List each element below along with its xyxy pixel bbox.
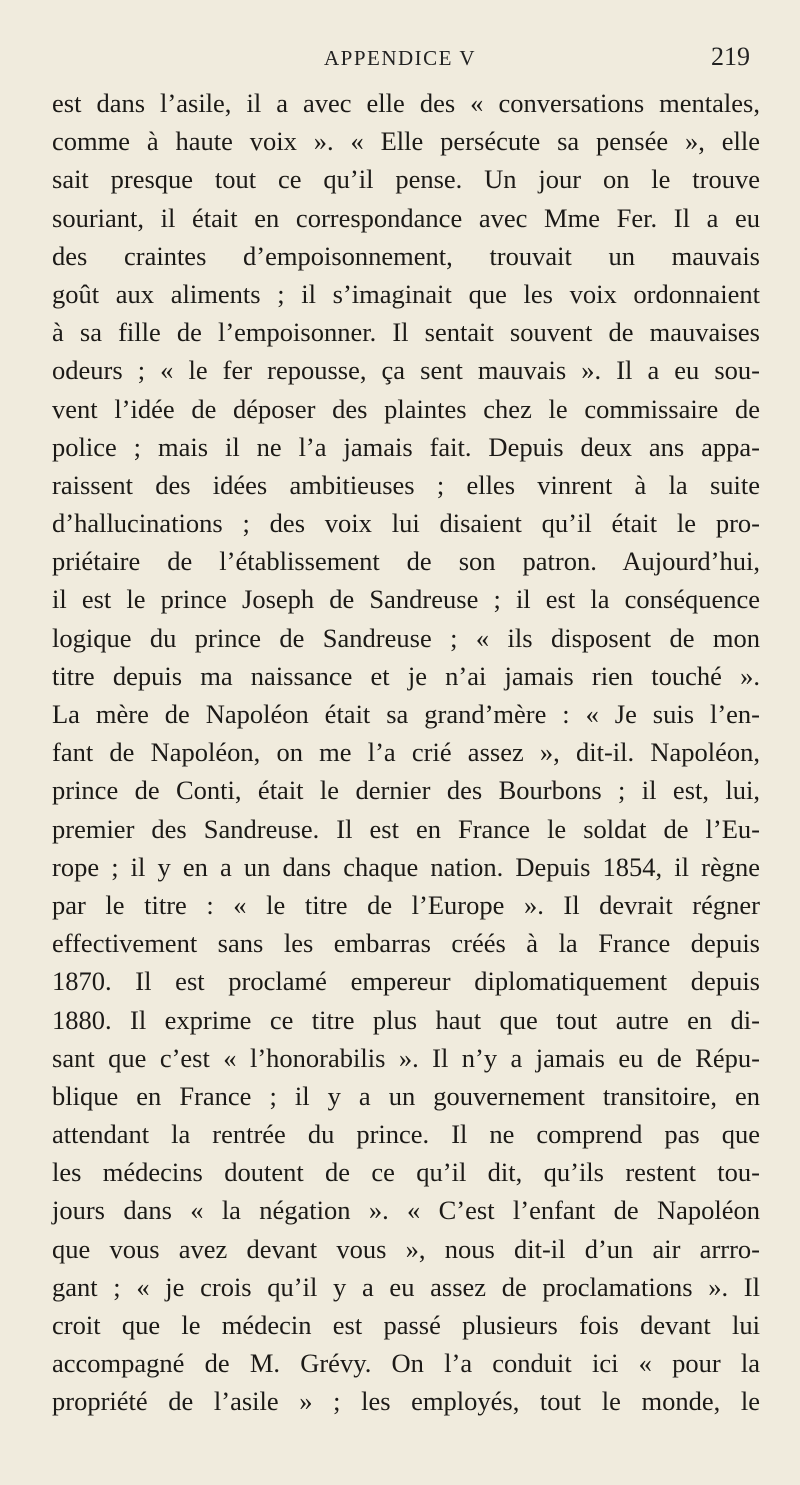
text-line: raissent des idées ambitieuses ; elles vinrent à la suite bbox=[52, 469, 760, 500]
text-line: que vous avez devant vous », nous dit-il d’un air arrro- bbox=[52, 1233, 760, 1264]
page-number: 219 bbox=[711, 42, 750, 71]
text-line: titre depuis ma naissance et je n’ai jamais rien touché ». bbox=[52, 660, 760, 691]
body-text bbox=[52, 84, 760, 1421]
text-line: gant ; « je crois qu’il y a eu assez de proclamations ». Il bbox=[52, 1271, 760, 1302]
text-line: priétaire de l’établissement de son patron. Aujourd’hui, bbox=[52, 546, 760, 577]
text-line: logique du prince de Sandreuse ; « ils disposent de mon bbox=[52, 622, 760, 653]
text-line: rope ; il y en a un dans chaque nation. Depuis 1854, il règne bbox=[52, 851, 760, 882]
text-line: il est le prince Joseph de Sandreuse ; il est la conséquence bbox=[52, 584, 760, 615]
text-line: accompagné de M. Grévy. On l’a conduit ici « pour la bbox=[52, 1348, 760, 1379]
text-line: jours dans « la négation ». « C’est l’enfant de Napoléon bbox=[52, 1195, 760, 1226]
text-line: police ; mais il ne l’a jamais fait. Depuis deux ans appa- bbox=[52, 431, 760, 462]
text-line: goût aux aliments ; il s’imaginait que les voix ordonnaient bbox=[52, 278, 760, 309]
text-line: sant que c’est « l’honorabilis ». Il n’y a jamais eu de Répu- bbox=[52, 1042, 760, 1073]
text-line: La mère de Napoléon était sa grand’mère : « Je suis l’en- bbox=[52, 699, 760, 729]
text-line: les médecins doutent de ce qu’il dit, qu’ils restent tou- bbox=[52, 1157, 760, 1188]
text-line: est dans l’asile, il a avec elle des « conversations mentales, bbox=[52, 88, 760, 118]
text-line: croit que le médecin est passé plusieurs fois devant lui bbox=[52, 1310, 760, 1340]
text-line: premier des Sandreuse. Il est en France le soldat de l’Eu- bbox=[52, 813, 760, 844]
text-line: 1880. Il exprime ce titre plus haut que tout autre en di- bbox=[52, 1004, 760, 1035]
running-header bbox=[0, 40, 800, 80]
text-line: d’hallucinations ; des voix lui disaient qu’il était le pro- bbox=[52, 508, 760, 539]
running-title: APPENDICE V bbox=[323, 46, 477, 70]
text-line: vent l’idée de déposer des plaintes chez le commissaire de bbox=[52, 393, 760, 424]
text-line: par le titre : « le titre de l’Europe ». Il devrait régner bbox=[52, 889, 760, 920]
text-line: à sa fille de l’empoisonner. Il sentait souvent de mauvaises bbox=[52, 317, 760, 348]
text-line: des craintes d’empoisonnement, trouvait un mauvais bbox=[52, 240, 760, 271]
text-line: comme à haute voix ». « Elle persécute sa pensée », elle bbox=[52, 126, 760, 157]
text-line: souriant, il était en correspondance avec Mme Fer. Il a eu bbox=[52, 202, 760, 233]
text-line: blique en France ; il y a un gouvernement transitoire, en bbox=[52, 1080, 760, 1111]
text-line: prince de Conti, était le dernier des Bourbons ; il est, lui, bbox=[52, 775, 760, 806]
text-line: effectivement sans les embarras créés à la France depuis bbox=[52, 928, 760, 959]
text-line: fant de Napoléon, on me l’a crié assez », dit-il. Napoléon, bbox=[52, 737, 760, 768]
text-line: 1870. Il est proclamé empereur diplomatiquement depuis bbox=[52, 966, 760, 997]
text-line: odeurs ; « le fer repousse, ça sent mauvais ». Il a eu sou- bbox=[52, 355, 760, 386]
text-line: attendant la rentrée du prince. Il ne comprend pas que bbox=[52, 1119, 760, 1150]
text-line: propriété de l’asile » ; les employés, tout le monde, le bbox=[52, 1386, 760, 1417]
text-line: sait presque tout ce qu’il pense. Un jour on le trouve bbox=[52, 164, 760, 195]
